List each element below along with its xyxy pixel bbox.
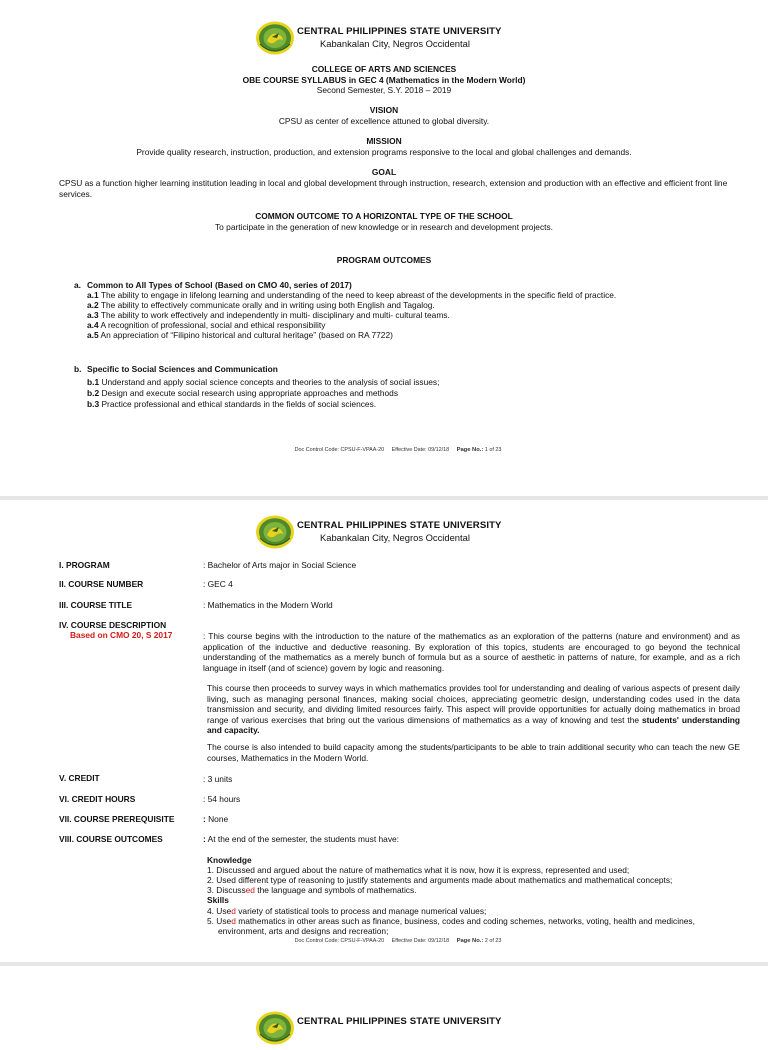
doc-control-code: Doc Control Code: CPSU-F-VPAA-20 <box>294 938 385 944</box>
syllabus-page-1 <box>0 0 768 496</box>
section-a-marker: a. <box>74 280 81 290</box>
page-number: 2 of 23 <box>484 938 502 944</box>
credit-hours-value: : 54 hours <box>203 794 241 804</box>
effective-date: Effective Date: 09/12/18 <box>391 938 450 944</box>
effective-date: Effective Date: 09/12/18 <box>391 447 450 453</box>
university-seal-icon <box>255 20 295 56</box>
list-item: 2. Used different type of reasoning to justify statements and arguments made about mathematics and mathematical concepts; <box>207 875 673 885</box>
list-item: 3. Discussed the language and symbols of mathematics. <box>207 885 417 895</box>
university-city: Kabankalan City, Negros Occidental <box>320 38 470 49</box>
university-name: CENTRAL PHILIPPINES STATE UNIVERSITY <box>297 520 502 531</box>
page-number-label: Page No.: <box>456 938 484 944</box>
college-name: COLLEGE OF ARTS AND SCIENCES <box>311 64 457 74</box>
list-item-continuation: environment, arts and designs and recreation; <box>218 926 389 936</box>
goal-text: CPSU as a function higher learning institution leading in local and global development through instruction, research, extension and production with an effective and efficient front line services. <box>59 178 728 199</box>
vision-heading: VISION <box>369 105 399 115</box>
university-name: CENTRAL PHILIPPINES STATE UNIVERSITY <box>297 1016 502 1027</box>
credit-label: V. CREDIT <box>59 773 100 783</box>
university-header <box>255 20 555 60</box>
list-item: a.3 The ability to work effectively and independently in multi- disciplinary and multi- cultural teams. <box>87 310 450 320</box>
program-value: : Bachelor of Arts major in Social Science <box>203 560 357 570</box>
syllabus-title: OBE COURSE SYLLABUS in GEC 4 (Mathematics in the Modern World) <box>242 75 526 85</box>
page-footer <box>0 938 768 945</box>
university-seal-icon <box>255 1010 295 1046</box>
university-header <box>255 1010 555 1050</box>
list-item: 5. Used mathematics in other areas such as finance, business, codes and coding schemes, networks, voting, health and medicines, <box>207 916 695 926</box>
skills-heading: Skills <box>207 895 229 905</box>
common-outcome-text: To participate in the generation of new knowledge or in research and development projects. <box>215 222 553 232</box>
section-b-marker: b. <box>74 364 82 374</box>
section-b-title: Specific to Social Sciences and Communication <box>87 364 278 374</box>
semester-line: Second Semester, S.Y. 2018 – 2019 <box>316 85 452 95</box>
syllabus-page-3 <box>0 1006 768 1046</box>
credit-hours-label: VI. CREDIT HOURS <box>59 794 136 804</box>
prerequisite-value: : None <box>203 814 229 824</box>
list-item: b.3 Practice professional and ethical standards in the fields of social sciences. <box>87 399 377 409</box>
description-paragraph-3: The course is also intended to build capacity among the students/participants to be able to train additional security who can teach the new GE courses, Mathematics in the Modern World. <box>207 742 740 763</box>
list-item: 4. Used variety of statistical tools to process and manage numerical values; <box>207 906 487 916</box>
section-a-title: Common to All Types of School (Based on CMO 40, series of 2017) <box>87 280 352 290</box>
knowledge-heading: Knowledge <box>207 855 252 865</box>
goal-heading: GOAL <box>371 167 397 177</box>
vision-text: CPSU as center of excellence attuned to global diversity. <box>278 116 490 126</box>
list-item: b.1 Understand and apply social science concepts and theories to the analysis of social issues; <box>87 377 440 387</box>
common-outcome-heading: COMMON OUTCOME TO A HORIZONTAL TYPE OF THE SCHOOL <box>255 211 513 221</box>
course-title-label: III. COURSE TITLE <box>59 600 133 610</box>
course-outcomes-intro: : At the end of the semester, the students must have: <box>203 834 400 844</box>
university-seal-icon <box>255 514 295 550</box>
doc-control-code: Doc Control Code: CPSU-F-VPAA-20 <box>294 447 385 453</box>
description-paragraph-1: : This course begins with the introduction to the nature of the mathematics as an exploration of the patterns (nature and environment) and as application of the inductive and deductive reasoning. By exploration of this topics, students are encouraged to go beyond the technical understanding of the mathematics as a merely bunch of formula but as a source of aesthetic in patterns of nature, for example, and as a rich language in itself (and of science) govern by logic and reasoning. <box>203 631 740 673</box>
course-number-label: II. COURSE NUMBER <box>59 579 144 589</box>
university-city: Kabankalan City, Negros Occidental <box>320 532 470 543</box>
course-number-value: : GEC 4 <box>203 579 233 589</box>
prerequisite-label: VII. COURSE PREREQUISITE <box>59 814 175 824</box>
mission-text: Provide quality research, instruction, production, and extension programs responsive to the local and global challenges and demands. <box>136 147 632 157</box>
list-item: a.5 An appreciation of “Filipino historical and cultural heritage” (based on RA 7722) <box>87 330 393 340</box>
course-outcomes-label: VIII. COURSE OUTCOMES <box>59 834 163 844</box>
course-description-label: IV. COURSE DESCRIPTION <box>59 620 167 630</box>
mission-heading: MISSION <box>366 136 402 146</box>
university-header <box>255 514 555 554</box>
university-name: CENTRAL PHILIPPINES STATE UNIVERSITY <box>297 26 502 37</box>
program-label: I. PROGRAM <box>59 560 110 570</box>
list-item: a.4 A recognition of professional, social and ethical responsibility <box>87 320 326 330</box>
page-number: 1 of 23 <box>484 447 502 453</box>
list-item: a.2 The ability to effectively communicate orally and in writing using both English and Tagalog. <box>87 300 435 310</box>
syllabus-page-2 <box>0 500 768 960</box>
description-paragraph-2: This course then proceeds to survey ways in which mathematics provides tool for understanding and dealing of various aspects of present daily living, such as managing personal finances, making social choices, appreciating geometric design, understanding codes used in the data transmission and security, and dividing limited resources fairly. This aspect will provide opportunities for actually doing mathematics in broad range of various exercises that bring out the various dimensions of mathematics as a way of knowing and test the students' understanding and capacity. <box>207 683 740 735</box>
description-basis: Based on CMO 20, S 2017 <box>70 630 173 640</box>
program-outcomes-heading: PROGRAM OUTCOMES <box>336 255 432 265</box>
list-item: a.1 The ability to engage in lifelong learning and understanding of the need to keep abreast of the developments in the specific field of practice. <box>87 290 617 300</box>
list-item: b.2 Design and execute social research using appropriate approaches and methods <box>87 388 399 398</box>
page-number-label: Page No.: <box>456 447 484 453</box>
course-title-value: : Mathematics in the Modern World <box>203 600 333 610</box>
page-separator <box>0 962 768 966</box>
list-item: 1. Discussed and argued about the nature of mathematics what it is now, how it is express, represented and used; <box>207 865 630 875</box>
credit-value: : 3 units <box>203 774 233 784</box>
page-footer <box>0 447 768 454</box>
